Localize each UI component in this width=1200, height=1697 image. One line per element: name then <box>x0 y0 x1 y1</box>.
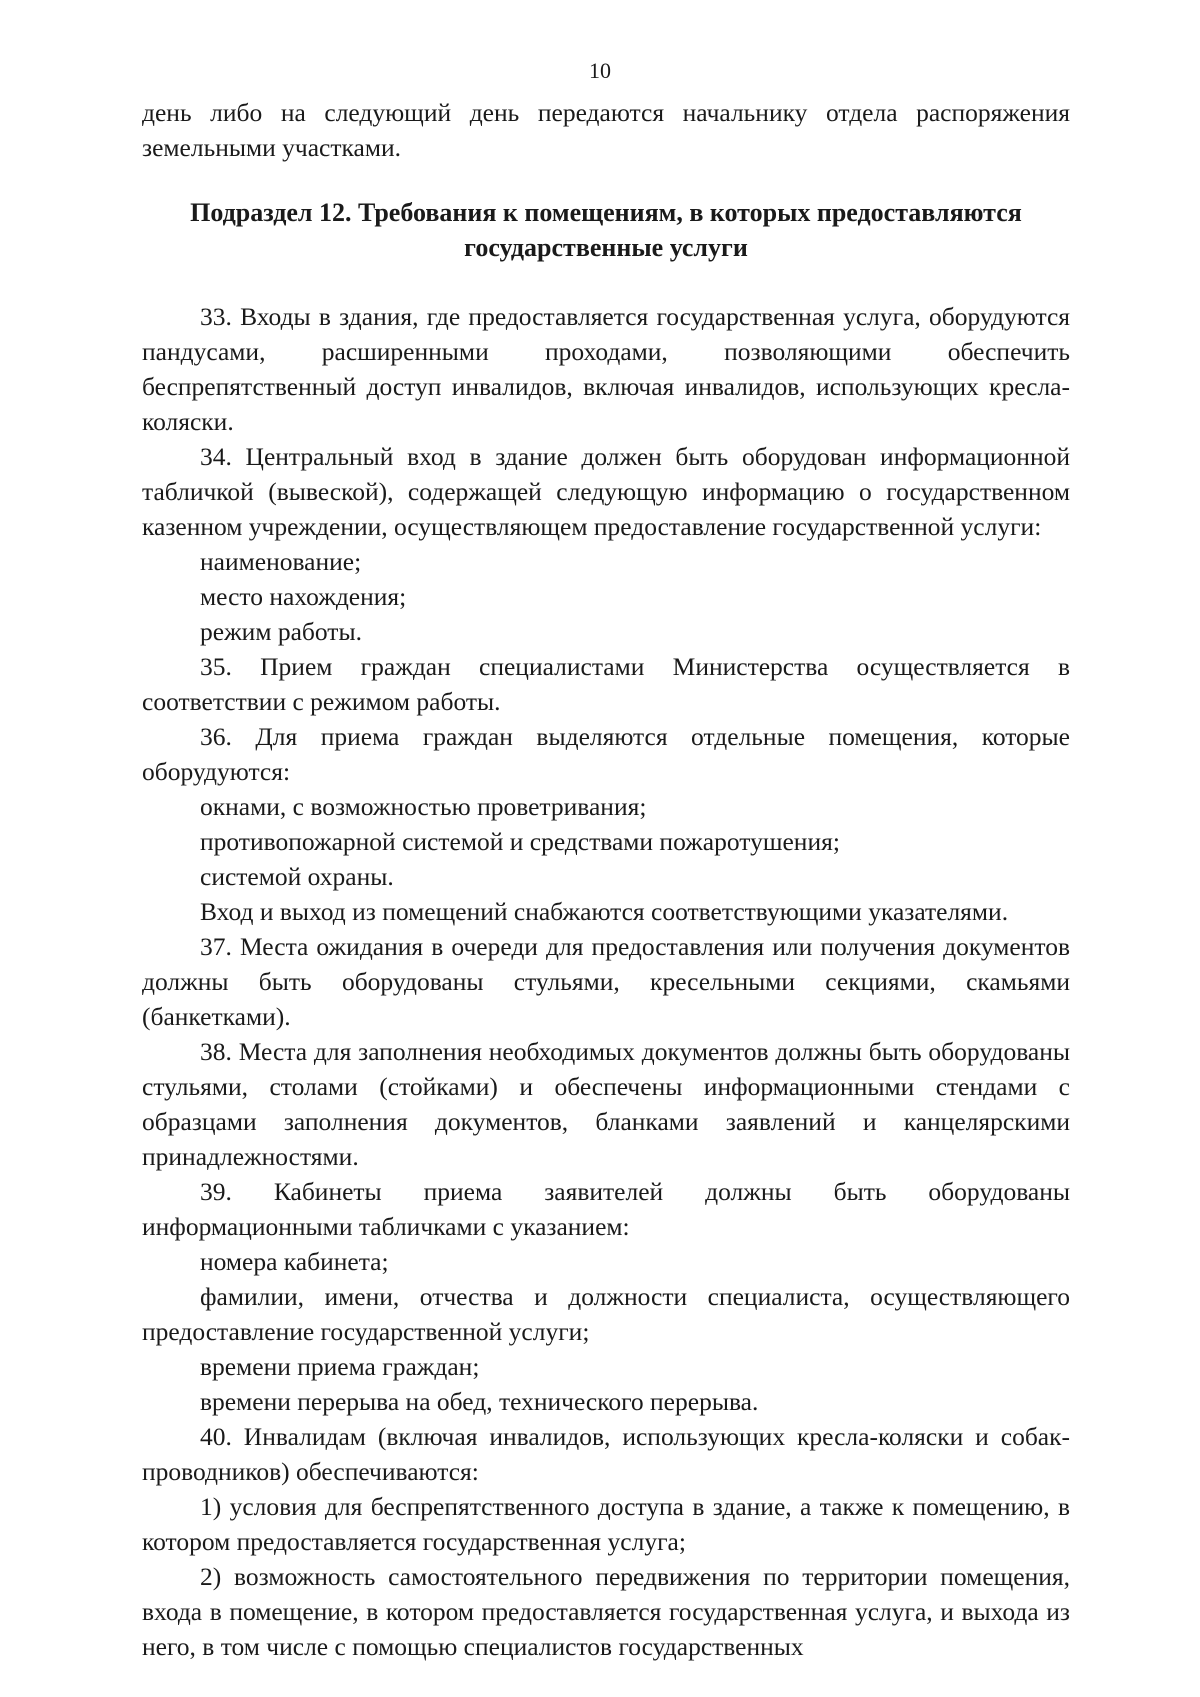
list-item: 2) возможность самостоятельного передвижения по территории помещения, входа в помещение, в котором предоставляется государственная услуга, и выхода из него, в том числе с помощью специалистов государственных <box>142 1562 1070 1661</box>
paragraph-40: 40. Инвалидам (включая инвалидов, использующих кресла-коляски и собак-проводников) обеспечиваются: <box>142 1422 1070 1486</box>
paragraph-36: 36. Для приема граждан выделяются отдельные помещения, которые оборудуются: <box>142 722 1070 786</box>
list-item: номера кабинета; <box>200 1247 389 1276</box>
section-title-line2: государственные услуги <box>464 233 748 262</box>
paragraph-35: 35. Прием граждан специалистами Министерства осуществляется в соответствии с режимом работы. <box>142 652 1070 716</box>
list-item: наименование; <box>200 547 362 576</box>
list-item: Вход и выход из помещений снабжаются соответствующими указателями. <box>200 897 1009 926</box>
list-item: место нахождения; <box>200 582 407 611</box>
list-item: режим работы. <box>200 617 362 646</box>
paragraph-37: 37. Места ожидания в очереди для предоставления или получения документов должны быть оборудованы стульями, кресельными секциями, скамьями (банкетками). <box>142 932 1070 1031</box>
intro-paragraph: день либо на следующий день передаются начальнику отдела распоряжения земельными участками. <box>142 98 1070 162</box>
list-item: фамилии, имени, отчества и должности специалиста, осуществляющего предоставление государственной услуги; <box>142 1282 1070 1346</box>
list-item: 1) условия для беспрепятственного доступа в здание, а также к помещению, в котором предоставляется государственная услуга; <box>142 1492 1070 1556</box>
paragraph-38: 38. Места для заполнения необходимых документов должны быть оборудованы стульями, столами (стойками) и обеспечены информационными стендами с образцами заполнения документов, бланками заявлений и канцелярскими принадлежностями. <box>142 1037 1070 1171</box>
paragraph-34: 34. Центральный вход в здание должен быть оборудован информационной табличкой (вывеской), содержащей следующую информацию о государственном казенном учреждении, осуществляющем предоставление государственной услуги: <box>142 442 1070 541</box>
list-item: окнами, с возможностью проветривания; <box>200 792 647 821</box>
page-number: 10 <box>589 58 611 83</box>
list-item: системой охраны. <box>200 862 394 891</box>
section-title <box>142 195 1070 265</box>
paragraph-39: 39. Кабинеты приема заявителей должны быть оборудованы информационными табличками с указанием: <box>142 1177 1070 1241</box>
list-item: времени перерыва на обед, технического перерыва. <box>200 1387 759 1416</box>
paragraph-33: 33. Входы в здания, где предоставляется государственная услуга, оборудуются пандусами, расширенными проходами, позволяющими обеспечить беспрепятственный доступ инвалидов, включая инвалидов, использующих кресла-коляски. <box>142 302 1070 436</box>
list-item: времени приема граждан; <box>200 1352 480 1381</box>
section-title-line1: Подраздел 12. Требования к помещениям, в которых предоставляются <box>190 198 1022 227</box>
list-item: противопожарной системой и средствами пожаротушения; <box>200 827 840 856</box>
document-body <box>142 95 1070 1664</box>
